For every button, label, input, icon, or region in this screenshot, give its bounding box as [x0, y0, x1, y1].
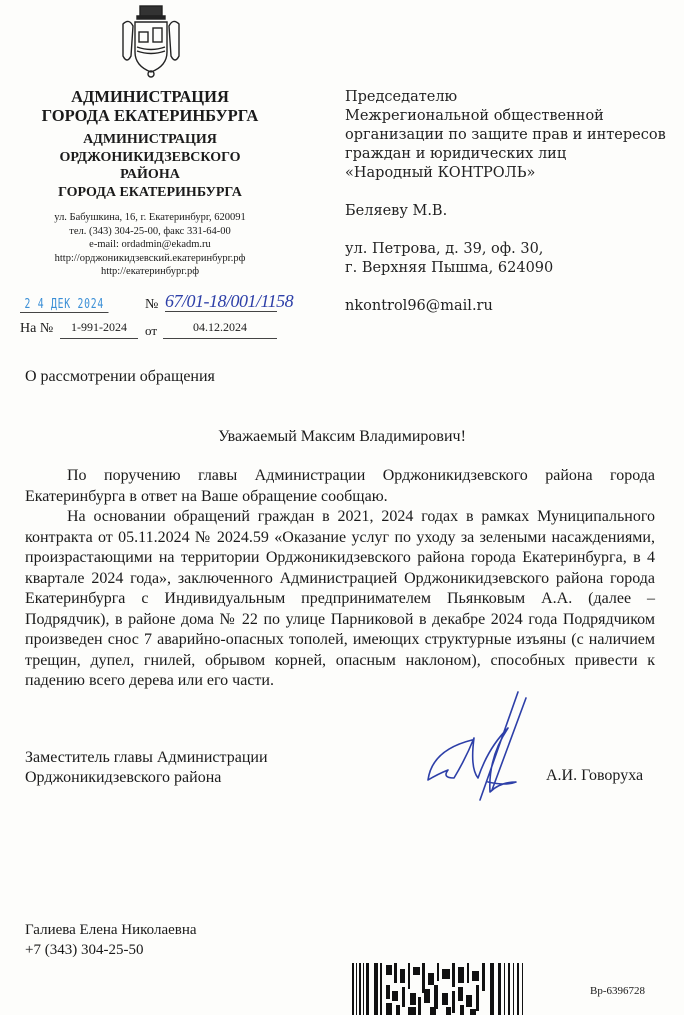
recipient-line: граждан и юридических лиц: [345, 146, 567, 162]
letter-body: [25, 466, 655, 692]
executor-block: [25, 921, 197, 960]
recipient-line: организации по защите прав и интересов: [345, 127, 666, 143]
letterhead-line: ГОРОДА ЕКАТЕРИНБУРГА: [41, 106, 259, 125]
body-paragraph: По поручению главы Администрации Орджоникидзевского района города Екатеринбурга в ответ на Ваше обращение сообщаю.: [25, 467, 655, 505]
reply-to-label: На №: [20, 321, 54, 336]
letterhead-line: АДМИНИСТРАЦИЯ: [71, 87, 229, 106]
signer-name: А.И. Говоруха: [546, 767, 644, 784]
letter-greeting: Уважаемый Максим Владимирович!: [218, 428, 466, 445]
executor-phone: +7 (343) 304-25-50: [25, 941, 144, 958]
registration-date-stamp: 2 4 ДЕК 2024: [20, 297, 109, 313]
letterhead-contacts: [0, 211, 300, 279]
pdf417-barcode-icon: [352, 963, 530, 1015]
recipient-line: Межрегиональной общественной: [345, 108, 604, 124]
handwritten-signature-icon: [400, 690, 540, 810]
recipient-line: Председателю: [345, 89, 458, 105]
reply-to-number: 1-991-2024: [60, 320, 138, 339]
reply-from-label: от: [145, 323, 158, 338]
letterhead-line: РАЙОНА: [120, 167, 180, 182]
letterhead-line: ОРДЖОНИКИДЗЕВСКОГО: [59, 149, 241, 165]
body-paragraph: На основании обращений граждан в 2021, 2024 годах в рамках Муниципального контракта от 05.11.2024 № 2024.59 «Оказание услуг по уходу за зелеными насаждениями, произрастающими на территории Орджоникидзевского района города Екатеринбурга, в 4 квартале 2024 года», заключенного Администрацией Орджоникидзевского района города Екатеринбурга с Индивидуальным предпринимателем Пьянковым А.А. (далее – Подрядчик), в районе дома № 22 по улице Парниковой в декабре 2024 года Подрядчиком произведен снос 7 аварийно-опасных тополей, имеющих структурные изъяны (с наличием трещин, дупел, гнилей, обрывом корней, опасным наклоном), способных привести к падению всего дерева или его части.: [25, 508, 655, 689]
signer-position: [25, 748, 268, 788]
recipient-line: «Народный КОНТРОЛЬ»: [345, 165, 536, 181]
contact-phone: тел. (343) 304-25-00, факс 331-64-00: [69, 225, 231, 237]
letterhead-district-admin: [0, 131, 300, 201]
contact-website-district[interactable]: http://орджоникидзевский.екатеринбург.рф: [54, 252, 246, 264]
letterhead-city-admin: [0, 87, 300, 125]
letterhead-line: АДМИНИСТРАЦИЯ: [83, 132, 217, 147]
contact-website-city[interactable]: http://екатеринбург.рф: [100, 266, 200, 277]
contact-email[interactable]: e-mail: ordadmin@ekadm.ru: [89, 239, 211, 250]
reply-to-date: 04.12.2024: [163, 320, 277, 339]
recipient-address: ул. Петрова, д. 39, оф. 30,: [345, 241, 544, 257]
coat-of-arms-icon: [115, 4, 187, 80]
signer-position-line: Орджоникидзевского района: [25, 769, 222, 786]
registration-number-label: №: [145, 297, 159, 312]
signer-position-line: Заместитель главы Администрации: [25, 749, 268, 766]
executor-name: Галиева Елена Николаевна: [25, 922, 197, 938]
recipient-name: Беляеву М.В.: [345, 203, 448, 219]
recipient-block: [345, 88, 666, 316]
contact-address: ул. Бабушкина, 16, г. Екатеринбург, 620091: [54, 212, 246, 223]
registration-number-value: 67/01-18/001/1158: [165, 291, 294, 311]
letter-subject: О рассмотрении обращения: [25, 368, 215, 385]
recipient-address: г. Верхняя Пышма, 624090: [345, 260, 554, 276]
document-code: Вр-6396728: [590, 985, 645, 997]
letterhead-line: ГОРОДА ЕКАТЕРИНБУРГА: [58, 184, 242, 200]
recipient-email[interactable]: nkontrol96@mail.ru: [345, 298, 493, 314]
